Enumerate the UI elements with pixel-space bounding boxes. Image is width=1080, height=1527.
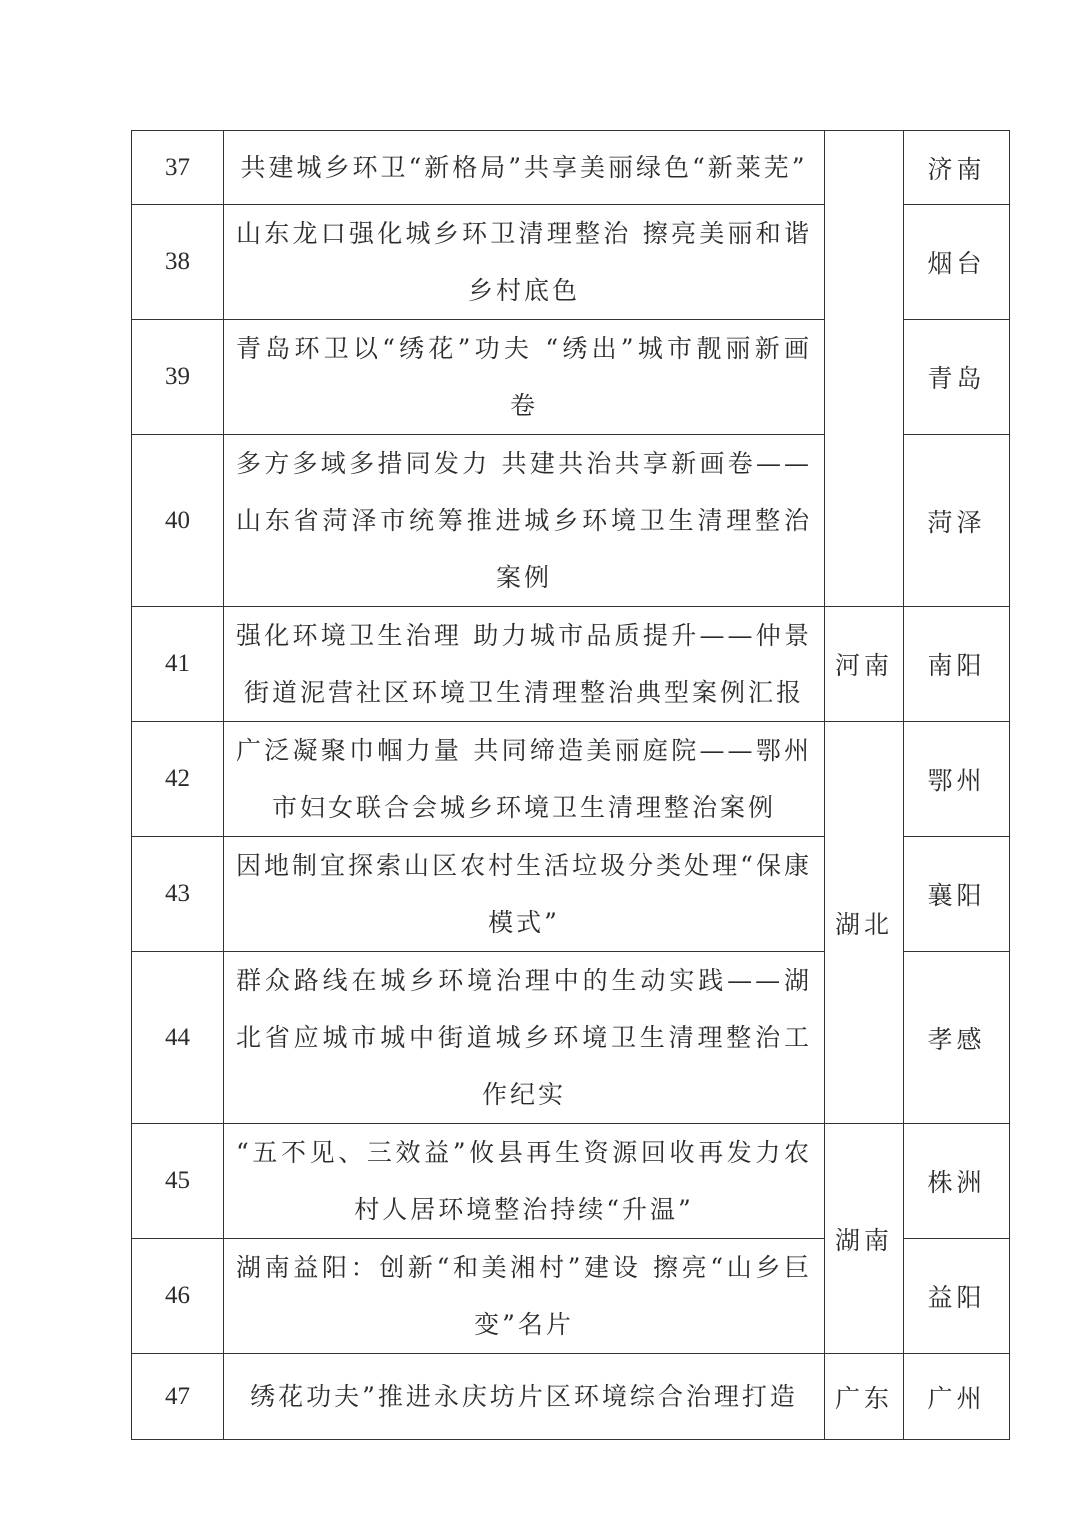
- case-title: 多方多域多措同发力 共建共治共享新画卷——山东省菏泽市统筹推进城乡环境卫生清理整治案例: [224, 435, 825, 607]
- city-cell: 菏泽: [904, 435, 1010, 607]
- row-number: 39: [132, 320, 224, 435]
- province-cell: 湖南: [825, 1124, 904, 1354]
- table-row: [132, 131, 1010, 205]
- row-number: 47: [132, 1354, 224, 1440]
- row-number: 41: [132, 607, 224, 722]
- case-title: 广泛凝聚巾帼力量 共同缔造美丽庭院——鄂州市妇女联合会城乡环境卫生清理整治案例: [224, 722, 825, 837]
- case-title: “五不见、三效益”攸县再生资源回收再发力农村人居环境整治持续“升温”: [224, 1124, 825, 1239]
- cases-table: [131, 130, 1010, 1440]
- row-number: 46: [132, 1239, 224, 1354]
- city-cell: 株洲: [904, 1124, 1010, 1239]
- row-number: 44: [132, 952, 224, 1124]
- city-cell: 烟台: [904, 205, 1010, 320]
- case-title: 群众路线在城乡环境治理中的生动实践——湖北省应城市城中街道城乡环境卫生清理整治工作纪实: [224, 952, 825, 1124]
- row-number: 43: [132, 837, 224, 952]
- table-row: [132, 722, 1010, 837]
- case-title: 湖南益阳：创新“和美湘村”建设 擦亮“山乡巨变”名片: [224, 1239, 825, 1354]
- row-number: 45: [132, 1124, 224, 1239]
- city-cell: 青岛: [904, 320, 1010, 435]
- table-row: [132, 1124, 1010, 1239]
- case-title: 绣花功夫”推进永庆坊片区环境综合治理打造: [224, 1354, 825, 1440]
- case-title: 山东龙口强化城乡环卫清理整治 擦亮美丽和谐乡村底色: [224, 205, 825, 320]
- city-cell: 南阳: [904, 607, 1010, 722]
- table-row: [132, 1354, 1010, 1440]
- case-title: 因地制宜探索山区农村生活垃圾分类处理“保康模式”: [224, 837, 825, 952]
- city-cell: 益阳: [904, 1239, 1010, 1354]
- row-number: 38: [132, 205, 224, 320]
- city-cell: 广州: [904, 1354, 1010, 1440]
- city-cell: 鄂州: [904, 722, 1010, 837]
- city-cell: 襄阳: [904, 837, 1010, 952]
- city-cell: 济南: [904, 131, 1010, 205]
- row-number: 40: [132, 435, 224, 607]
- case-title: 青岛环卫以“绣花”功夫 “绣出”城市靓丽新画卷: [224, 320, 825, 435]
- row-number: 42: [132, 722, 224, 837]
- province-cell: 湖北: [825, 722, 904, 1124]
- row-number: 37: [132, 131, 224, 205]
- city-cell: 孝感: [904, 952, 1010, 1124]
- case-title: 强化环境卫生治理 助力城市品质提升——仲景街道泥营社区环境卫生清理整治典型案例汇报: [224, 607, 825, 722]
- table-row: [132, 607, 1010, 722]
- province-cell: [825, 131, 904, 607]
- province-cell: 河南: [825, 607, 904, 722]
- case-title: 共建城乡环卫“新格局”共享美丽绿色“新莱芜”: [224, 131, 825, 205]
- province-cell: 广东: [825, 1354, 904, 1440]
